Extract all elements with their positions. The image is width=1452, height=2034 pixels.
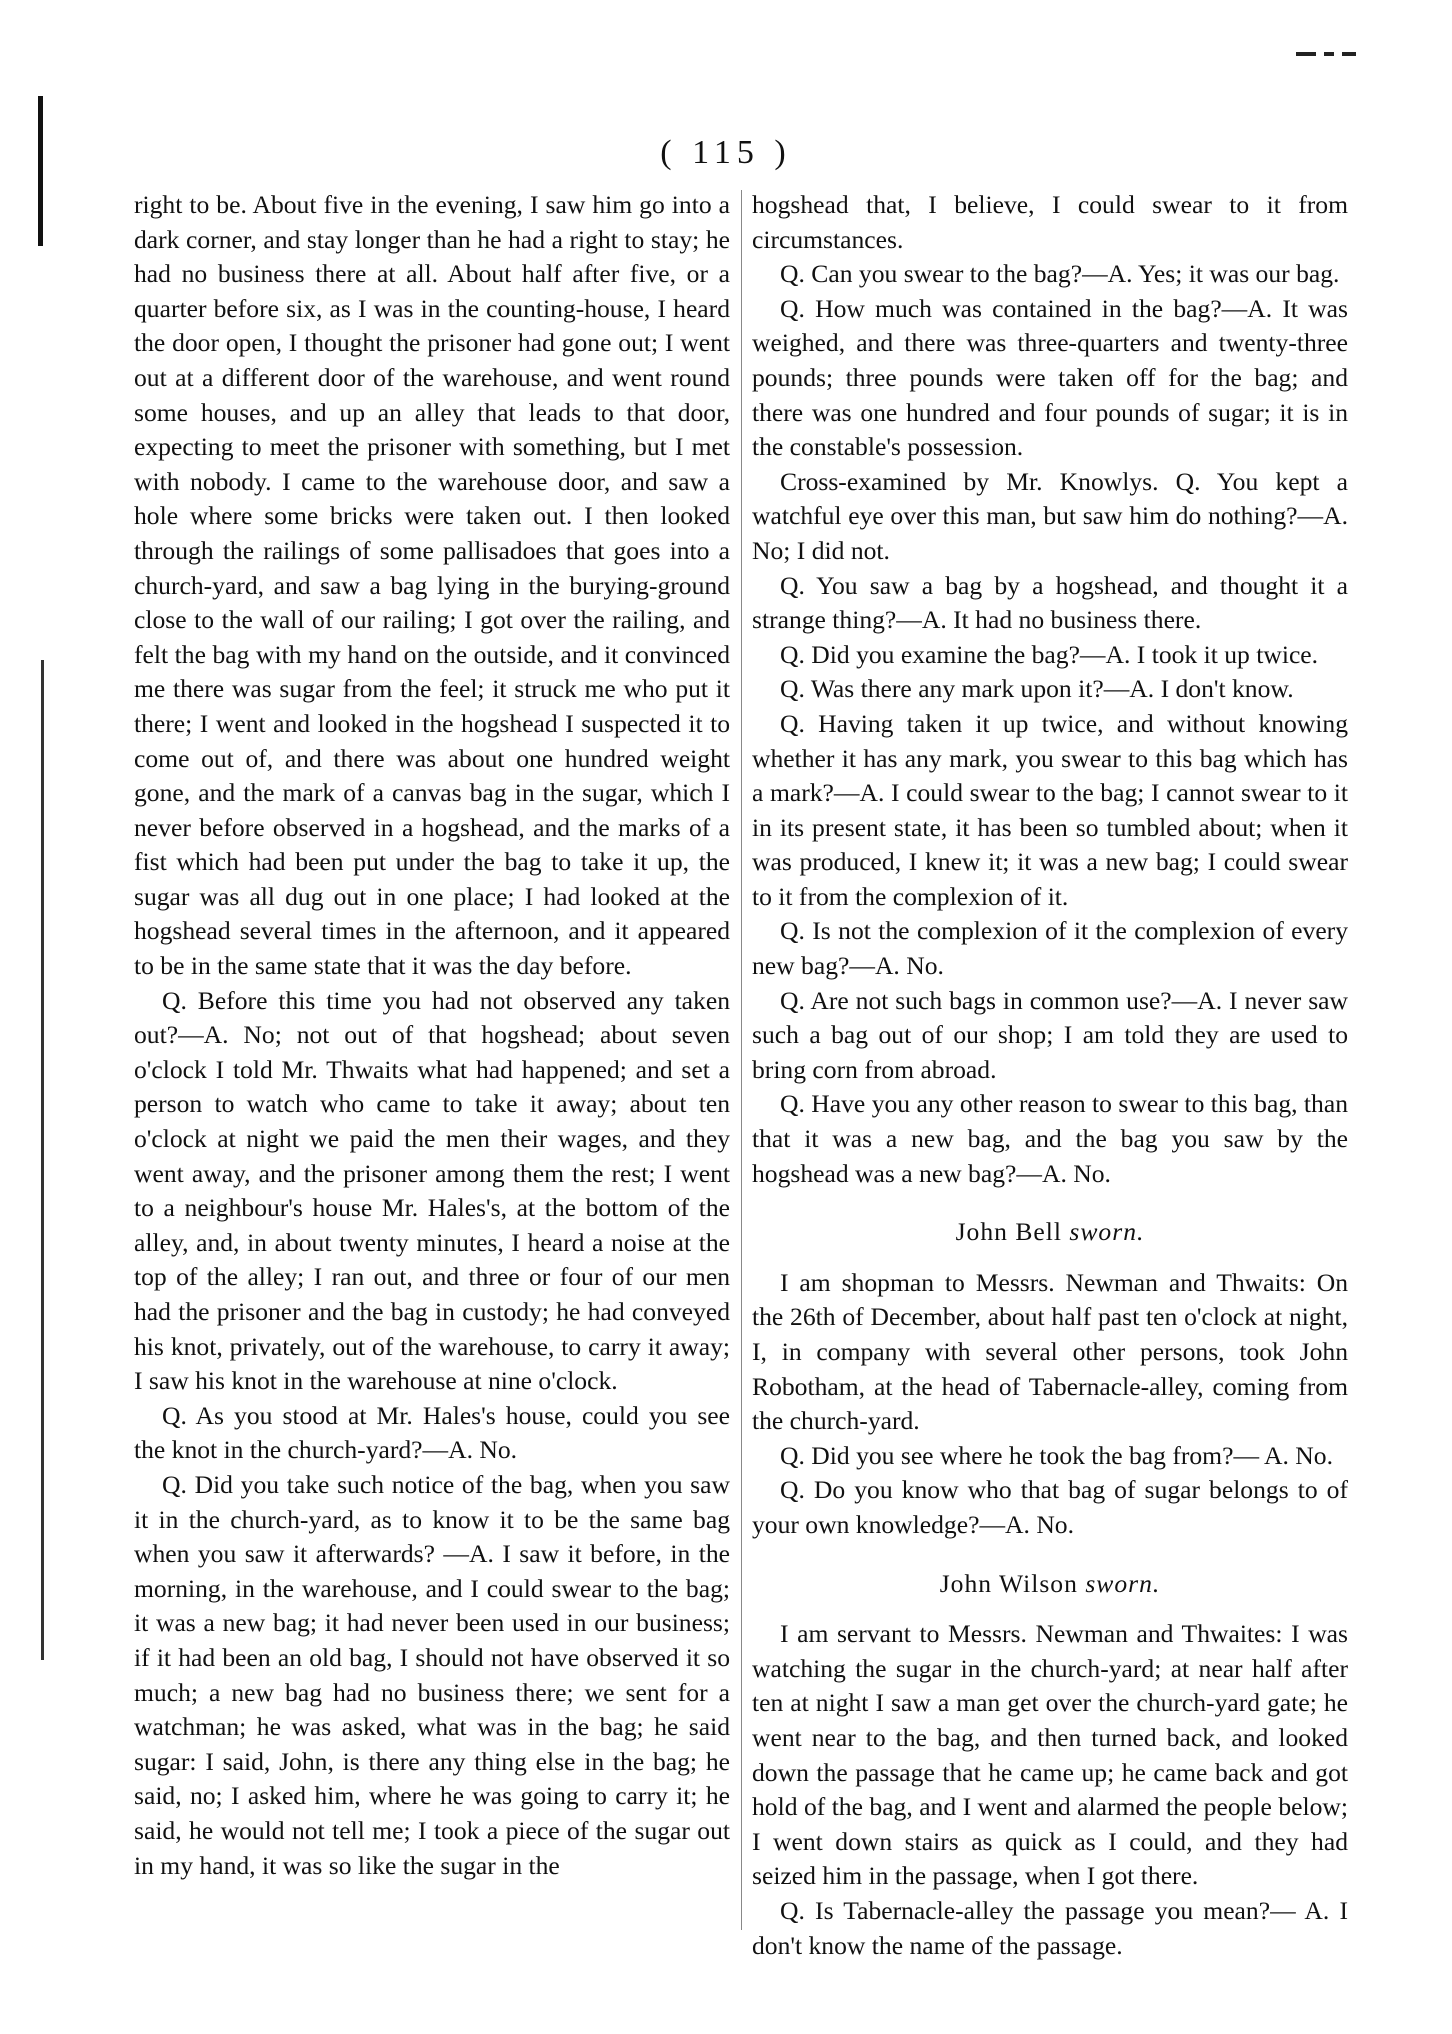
right-paragraph: Q. You saw a bag by a hogshead, and thought it a strange thing?—A. It had no business there. <box>752 570 1348 635</box>
right-paragraph: Q. Is Tabernacle-alley the passage you mean?— A. I don't know the name of the passage. <box>752 1895 1348 1960</box>
page-number: ( 115 ) <box>660 134 792 171</box>
witness-heading <box>752 1215 1348 1250</box>
witness-name: John Bell <box>955 1217 1062 1247</box>
right-paragraph: Q. Are not such bags in common use?—A. I never saw such a bag out of our shop; I am told they are used to bring corn from abroad. <box>752 985 1348 1084</box>
right-paragraph: hogshead that, I believe, I could swear to it from circumstances. <box>752 190 1348 254</box>
witness-name: John Wilson <box>939 1568 1078 1598</box>
witness-heading <box>752 1567 1348 1602</box>
witness-sworn: sworn. <box>1085 1568 1161 1598</box>
scan-margin-bar <box>41 660 44 1660</box>
right-paragraph: Q. Is not the complexion of it the complexion of every new bag?—A. No. <box>752 916 1348 981</box>
right-paragraph: Q. How much was contained in the bag?—A. It was weighed, and there was three-quarters and twenty-three pounds; three pounds were taken off for the bag; and there was one hundred and four pounds of sugar; it is in the constable's possession. <box>752 293 1348 462</box>
witness-sworn: sworn. <box>1069 1217 1145 1247</box>
right-paragraph: Q. Do you know who that bag of sugar belongs to of your own knowledge?—A. No. <box>752 1475 1348 1539</box>
left-column <box>134 188 730 1883</box>
right-paragraph: Cross-examined by Mr. Knowlys. Q. You kept a watchful eye over this man, but saw him do nothing?—A. No; I did not. <box>752 466 1348 565</box>
right-paragraph: I am shopman to Messrs. Newman and Thwaits: On the 26th of December, about half past ten o'clock at night, I, in company with several other persons, took John Robotham, at the head of Tabernacle-alley, coming from the church-yard. <box>752 1267 1348 1436</box>
right-paragraph: Q. Have you any other reason to swear to this bag, than that it was a new bag, and the bag you saw by the hogshead was a new bag?—A. No. <box>752 1089 1348 1188</box>
left-paragraph: Q. As you stood at Mr. Hales's house, could you see the knot in the church-yard?—A. No. <box>134 1400 730 1465</box>
left-paragraph: Q. Did you take such notice of the bag, when you saw it in the church-yard, as to know it to be the same bag when you saw it afterwards? —A. I saw it before, in the morning, in the warehouse, and I could swear to the bag; it was a new bag; it had never been used in our business; if it had been an old bag, I should not have observed it so much; a new bag had no business there; we sent for a watchman; he was asked, what was in the bag; he said sugar: I said, John, is there any thing else in the bag; he said, no; I asked him, where he was going to carry it; he said, he would not tell me; I took a piece of the sugar out in my hand, it was so like the sugar in the <box>134 1469 730 1880</box>
right-paragraph: Q. Can you swear to the bag?—A. Yes; it was our bag. <box>780 259 1340 289</box>
scan-margin-bar <box>38 96 43 246</box>
column-divider <box>741 190 742 1930</box>
right-paragraph: Q. Having taken it up twice, and without knowing whether it has any mark, you swear to this bag which has a mark?—A. I could swear to the bag; I cannot swear to it in its present state, it has been so tumbled about; when it was produced, I knew it; it was a new bag; I could swear to it from the complexion of it. <box>752 708 1348 911</box>
right-column <box>752 188 1348 1963</box>
left-paragraph: right to be. About five in the evening, I saw him go into a dark corner, and stay longer than he had a right to stay; he had no business there at all. About half after five, or a quarter before six, as I was in the counting-house, I heard the door open, I thought the prisoner had gone out; I went out at a different door of the warehouse, and went round some houses, and up an alley that leads to that door, expecting to meet the prisoner with something, but I met with nobody. I came to the warehouse door, and saw a hole where some bricks were taken out. I then looked through the railings of some pallisadoes that goes into a church-yard, and saw a bag lying in the burying-ground close to the wall of our railing; I got over the railing, and felt the bag with my hand on the outside, and it convinced me there was sugar from the feel; it struck me who put it there; I went and looked in the hogshead I suspected it to come out of, and there was about one hundred weight gone, and the mark of a canvas bag in the sugar, which I never before observed in a hogshead, and the marks of a fist which had been put under the bag to take it up, the sugar was all dug out in one place; I had looked at the hogshead several times in the afternoon, and it appeared to be in the same state that it was the day before. <box>134 190 730 981</box>
scan-top-mark <box>1296 52 1356 58</box>
right-paragraph: Q. Did you see where he took the bag from?— A. No. <box>780 1440 1333 1470</box>
right-paragraph: Q. Did you examine the bag?—A. I took it up twice. <box>780 639 1319 669</box>
left-paragraph: Q. Before this time you had not observed any taken out?—A. No; not out of that hogshead; about seven o'clock I told Mr. Thwaits what had happened; and set a person to watch who came to take it away; about ten o'clock at night we paid the men their wages, and they went away, and the prisoner among them the rest; I went to a neighbour's house Mr. Hales's, at the bottom of the alley, and, in about twenty minutes, I heard a noise at the top of the alley; I ran out, and three or four of our men had the prisoner and the bag in custody; he had conveyed his knot, privately, out of the warehouse, to carry it away; I saw his knot in the warehouse at nine o'clock. <box>134 985 730 1396</box>
right-paragraph: Q. Was there any mark upon it?—A. I don't know. <box>780 674 1294 704</box>
right-paragraph: I am servant to Messrs. Newman and Thwaites: I was watching the sugar in the church-yard; at near half after ten at night I saw a man get over the church-yard gate; he went near to the bag, and then turned back, and looked down the passage that he came up; he came back and got hold of the bag, and I went and alarmed the people below; I went down stairs as quick as I could, and they had seized him in the passage, when I got there. <box>752 1619 1348 1891</box>
